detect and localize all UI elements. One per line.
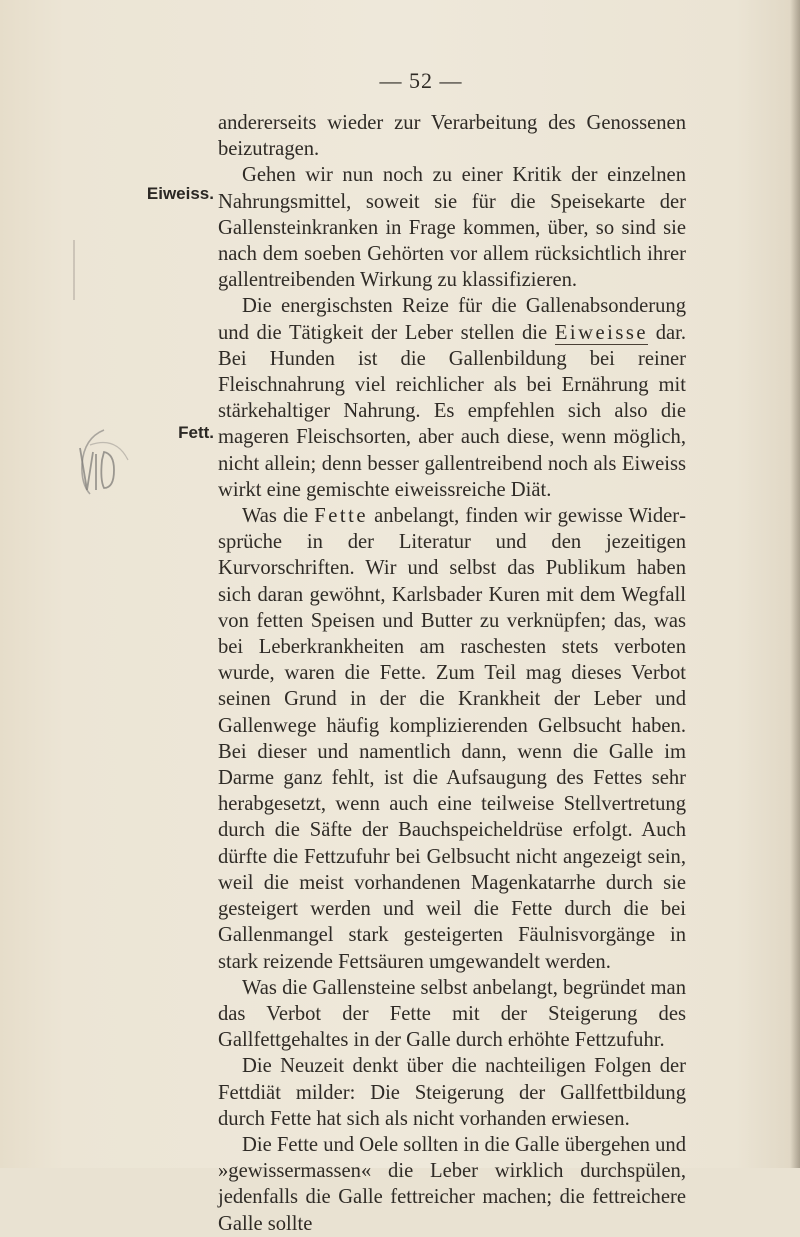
paragraph-text: dar. Bei Hunden ist die Gallenbildung bei reiner Fleischnahrung viel reichlicher als bei Ernährung mit stärkehaltiger Nahrung. Es empfehlen sich also die mageren Fleischsorten, aber auch diese, wenn möglich, nicht allein; denn besser gallentreibend noch als Eiweiss wirkt eine gemischte eiweissreiche Diät. (218, 321, 686, 501)
paragraph-text: anbelangt, finden wir gewisse Widersprüche in der Literatur und den jezeitigen Kurvorschriften. Wir und selbst das Publikum haben sich daran gewöhnt, Karlsbader Kuren mit dem Wegfall von fetten Speisen und Butter zu verknüpfen; das, was bei Leberkrankheiten am raschesten stets verboten wurde, waren die Fette. Zum Teil mag dieses Verbot seinen Grund in der die Krankheit der Leber und Gallenwege häufig komplizierenden Gelbsucht haben. Bei dieser und namentlich dann, wenn die Galle im Darme ganz fehlt, ist die Aufsaugung des Fettes sehr herabgesetzt, wenn auch eine teilweise Stellvertretung durch die Säfte der Bauchspeicheldrüse erfolgt. Auch dürfte die Fettzufuhr bei Gelbsucht nicht angezeigt sein, weil die meist vorhandenen Magenkatarrhe durch sie gesteigert werden und weil die Fette durch die bei Gallenmangel stark gesteigerten Fäulnisvorgänge in stark reizende Fettsäuren umgewandelt werden. (218, 505, 686, 973)
paragraph-text: Was die (242, 505, 309, 528)
margin-note-fett: Fett. (178, 423, 214, 442)
paragraph: Die Neuzeit denkt über die nachteiligen Folgen der Fettdiät milder: Die Steigerung der Gallfettbildung durch Fette hat sich als nicht vorhanden erwiesen. (218, 1055, 686, 1130)
body-text (218, 110, 686, 1237)
page-number: — 52 — (379, 68, 463, 93)
page-edge-shadow (790, 0, 800, 1168)
emphasized-term-fette: Fette (314, 505, 368, 528)
paragraph-eiweisse (218, 293, 686, 503)
paragraph: andererseits wieder zur Verarbeitung des Genossenen beizutragen. (218, 112, 686, 161)
paragraph: Was die Gallensteine selbst anbelangt, begründet man das Verbot der Fette mit der Steigerung des Gallfettgehaltes in der Galle durch erhöhte Fettzufuhr. (218, 976, 686, 1052)
emphasized-term-eiweisse: Eiweisse (554, 321, 649, 344)
paragraph-fette (218, 503, 686, 975)
paragraph-text: Die energischsten Reize für die Gallenabsonderung und die Tätigkeit der Leber stellen die (218, 295, 686, 344)
paragraph: Die Fette und Oele sollten in die Galle übergehen und »gewissermassen« die Leber wirklich durchspülen, jedenfalls die Galle fettreicher machen; die fettreichere Galle sollte (218, 1133, 686, 1235)
margin-note-eiweiss: Eiweiss. (146, 184, 214, 203)
paragraph: Gehen wir nun noch zu einer Kritik der einzelnen Nahrungsmittel, soweit sie für die Speisekarte der Gallensteinkranken in Frage kommen, über, so sind sie nach dem soeben Gehörten vor allem rücksichtlich ihrer gallentreibenden Wirkung zu klassifizieren. (218, 164, 686, 292)
pencil-marginalia (60, 240, 130, 500)
